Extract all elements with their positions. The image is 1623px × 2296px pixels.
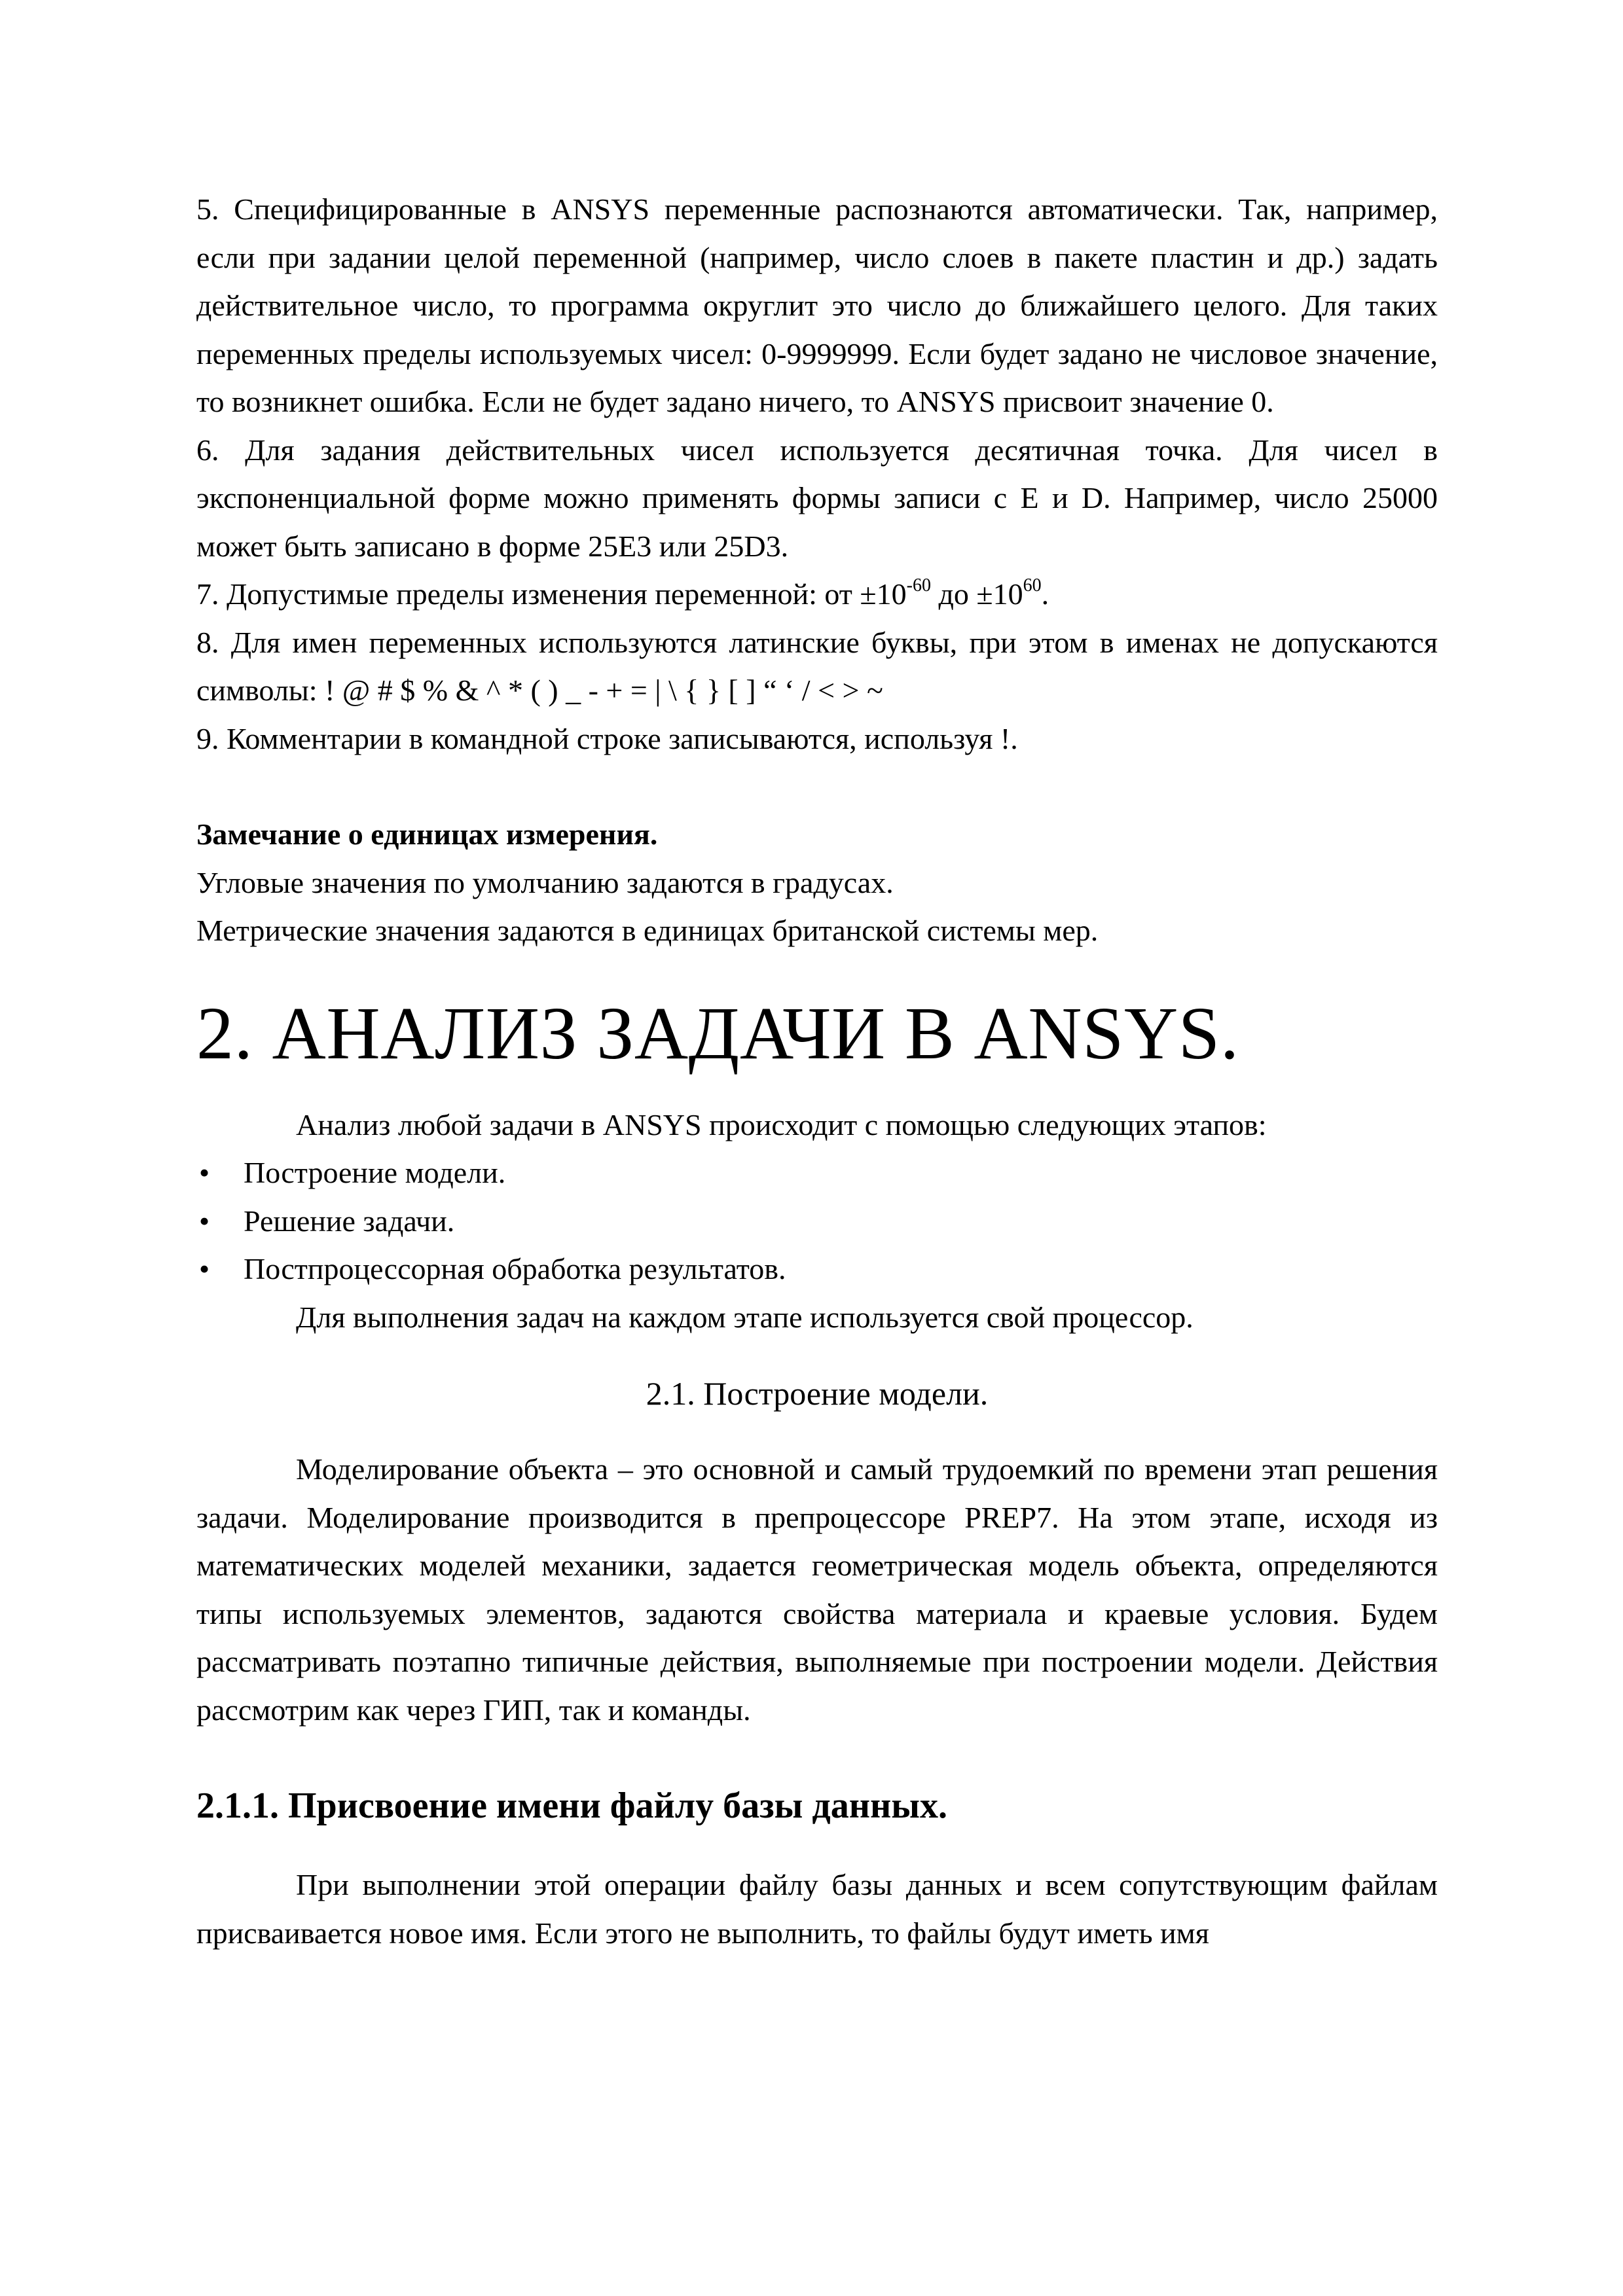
- bullet-text: Решение задачи.: [244, 1204, 455, 1238]
- section-2-1-heading: 2.1. Построение модели.: [646, 1375, 989, 1412]
- bullet-text: Построение модели.: [244, 1156, 506, 1189]
- section-2-intro: Анализ любой задачи в ANSYS происходит с помощью следующих этапов:: [296, 1107, 1267, 1141]
- list-item-7: [196, 570, 1438, 619]
- units-note-line-1: Угловые значения по умолчанию задаются в градусах.: [196, 865, 894, 899]
- list-item: [196, 1149, 1438, 1197]
- units-note-title: Замечание о единицах измерения.: [196, 817, 658, 851]
- section-2-outro: Для выполнения задач на каждом этапе используется свой процессор.: [296, 1300, 1194, 1334]
- bullet-text: Постпроцессорная обработка результатов.: [244, 1252, 786, 1285]
- section-2-1-paragraph: Моделирование объекта – это основной и самый трудоемкий по времени этап решения задачи. Моделирование производится в препроцессоре PREP7. На этом этапе, исходя из математических моделей механики, задается геометрическая модель объекта, определяются типы используемых элементов, задаются свойства материала и краевые условия. Будем рассматривать поэтапно типичные действия, выполняемые при построении модели. Действия рассмотрим как через ГИП, так и команды.: [196, 1452, 1438, 1727]
- bullet-icon: •: [199, 1156, 210, 1189]
- section-2-1-1-heading: 2.1.1. Присвоение имени файлу базы данных.: [196, 1785, 947, 1826]
- list-item-9: 9. Комментарии в командной строке записываются, используя !.: [196, 721, 1018, 755]
- section-2-heading: 2. АНАЛИЗ ЗАДАЧИ В ANSYS.: [196, 991, 1239, 1075]
- exponent-positive: 60: [1023, 575, 1042, 596]
- bullet-icon: •: [199, 1204, 210, 1238]
- spacer: [196, 762, 1438, 810]
- list-item-5: 5. Специфицированные в ANSYS переменные распознаются автоматически. Так, например, если при задании целой переменной (например, число слоев в пакете пластин и др.) задать действительное число, то программа округлит это число до ближайшего целого. Для таких переменных пределы используемых чисел: 0-9999999. Если будет задано не числовое значение, то возникнет ошибка. Если не будет задано ничего, то ANSYS присвоит значение 0.: [196, 192, 1438, 418]
- list-item: [196, 1197, 1438, 1246]
- list-item: [196, 1245, 1438, 1293]
- list-item-8: 8. Для имен переменных используются латинские буквы, при этом в именах не допускаются символы: ! @ # $ % & ^ * ( ) _ - + = | \ { } [ ] “ ‘ / < > ~: [196, 625, 1438, 707]
- bullet-icon: •: [199, 1252, 210, 1285]
- list-item-7-middle: до ±10: [930, 577, 1023, 611]
- list-item-7-prefix: 7. Допустимые пределы изменения переменной: от ±10: [196, 577, 907, 611]
- list-item-7-suffix: .: [1041, 577, 1049, 611]
- exponent-negative: -60: [906, 575, 931, 596]
- list-item-6: 6. Для задания действительных чисел используется десятичная точка. Для чисел в экспоненциальной форме можно применять формы записи с E и D. Например, число 25000 может быть записано в форме 25E3 или 25D3.: [196, 433, 1438, 563]
- units-note-line-2: Метрические значения задаются в единицах британской системы мер.: [196, 914, 1099, 947]
- section-2-bullet-list: [196, 1149, 1438, 1293]
- section-2-1-1-paragraph: При выполнении этой операции файлу базы данных и всем сопутствующим файлам присваивается новое имя. Если этого не выполнить, то файлы будут иметь имя: [196, 1868, 1438, 1950]
